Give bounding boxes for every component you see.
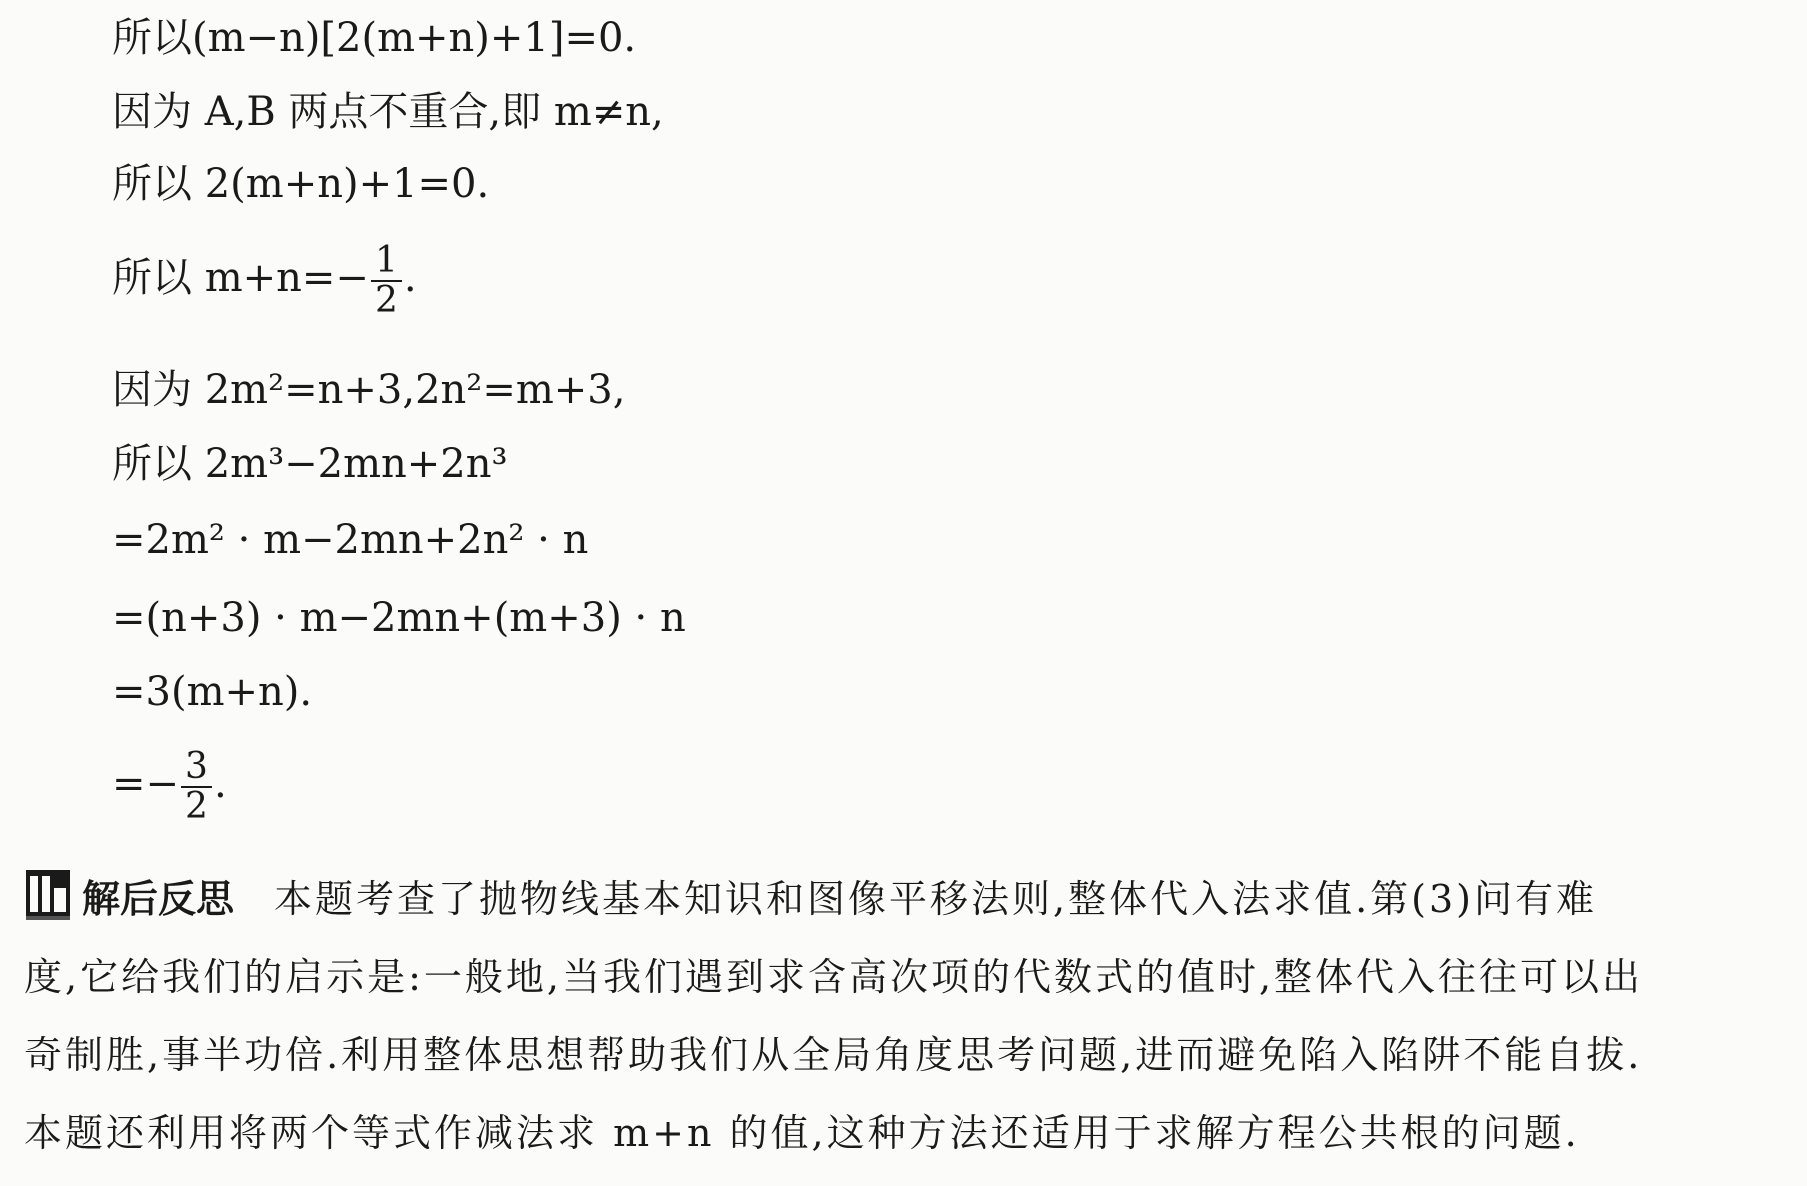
- fraction-denominator: 2: [374, 279, 398, 321]
- line-text: 因为 2m²=n+3,2n²=m+3,: [112, 367, 626, 413]
- derivation-line-4: [112, 242, 417, 320]
- fraction: [371, 242, 402, 320]
- reflection-section: [24, 860, 1791, 1172]
- line-text: =2m² · m−2mn+2n² · n: [112, 517, 589, 563]
- derivation-line-2: [112, 88, 664, 136]
- reflection-line-1: [24, 860, 1791, 938]
- line-text: 因为 A,B 两点不重合,即 m≠n,: [112, 89, 664, 135]
- derivation-line-6: [112, 440, 508, 488]
- line-text: 所以 2(m+n)+1=0.: [112, 161, 490, 207]
- reflection-line-3: 奇制胜,事半功倍.利用整体思想帮助我们从全局角度思考问题,进而避免陷入陷阱不能自拔.: [24, 1033, 1643, 1077]
- line-text: 所以 2m³−2mn+2n³: [112, 441, 508, 487]
- derivation-line-10: [112, 748, 227, 826]
- derivation-line-8: [112, 594, 686, 642]
- fraction-numerator: 1: [371, 242, 402, 282]
- reflection-heading: 解后反思: [82, 877, 235, 921]
- line-text: 所以 m+n=−: [112, 254, 369, 301]
- derivation-line-9: [112, 668, 312, 716]
- line-text: =3(m+n).: [112, 669, 313, 715]
- reflection-line-2: 度,它给我们的启示是:一般地,当我们遇到求含高次项的代数式的值时,整体代入往往可以出: [24, 955, 1644, 999]
- line-text: =(n+3) · m−2mn+(m+3) · n: [112, 595, 686, 641]
- derivation-line-7: [112, 516, 588, 564]
- line-text: 所以(m−n)[2(m+n)+1]=0.: [112, 15, 637, 61]
- fraction-numerator: 3: [181, 748, 212, 788]
- reflection-line-4: 本题还利用将两个等式作减法求 m+n 的值,这种方法还适用于求解方程公共根的问题.: [24, 1111, 1580, 1155]
- fraction-denominator: 2: [185, 785, 208, 827]
- book-icon: [24, 866, 72, 922]
- derivation-line-5: [112, 366, 625, 414]
- fraction: [181, 748, 212, 826]
- reflection-text: 本题考查了抛物线基本知识和图像平移法则,整体代入法求值.第(3)问有难: [274, 877, 1598, 921]
- line-text: .: [213, 760, 227, 807]
- derivation-line-3: [112, 160, 489, 208]
- derivation-line-1: [112, 14, 636, 62]
- line-text: .: [403, 254, 417, 301]
- line-text: =−: [112, 760, 180, 807]
